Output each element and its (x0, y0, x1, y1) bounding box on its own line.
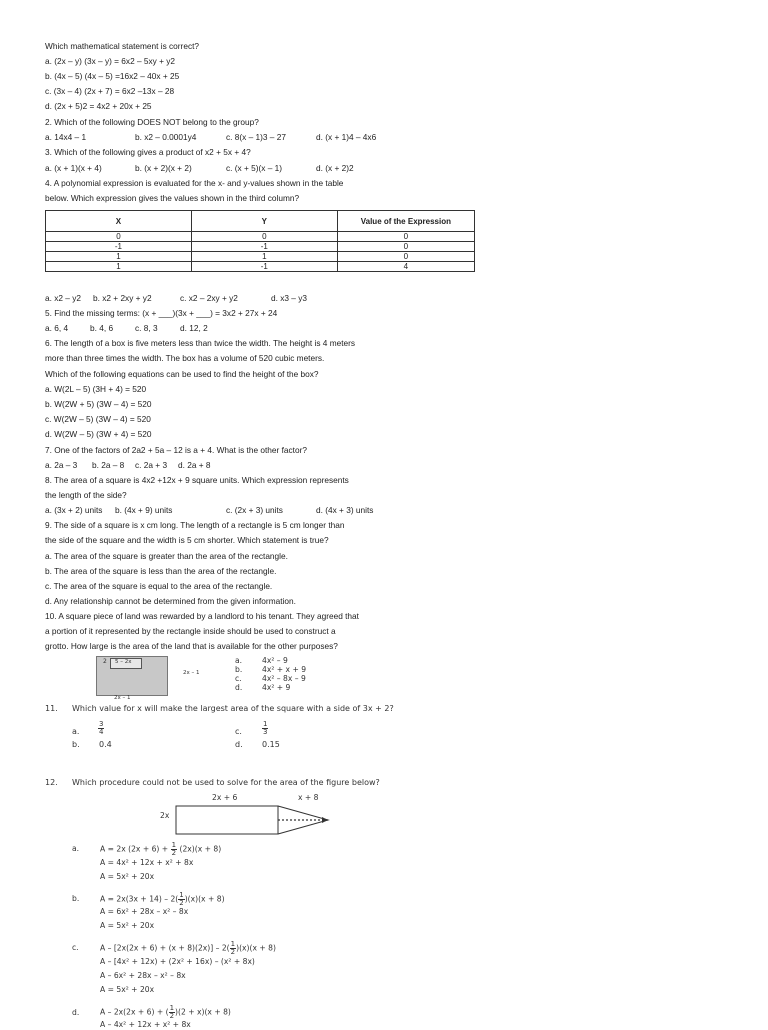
expr-part: )(2 + x)(x + 8) (175, 1007, 231, 1017)
q2-stem: 2. Which of the following DOES NOT belong to the group? (45, 117, 259, 127)
q12-b-line3: A = 5x² + 20x (100, 921, 155, 930)
q5-stem: 5. Find the missing terms: (x + ___)(3x + ___) = 3x2 + 27x + 24 (45, 308, 278, 318)
table-row (46, 262, 475, 272)
q12-c-line1 (100, 941, 276, 956)
fraction-numerator: 1 (179, 891, 184, 899)
fraction-numerator: 3 (99, 720, 104, 728)
q12-d-line1 (100, 1005, 231, 1020)
q7-choice-b: b. 2a – 8 (92, 460, 125, 470)
q9-stem-line2: the side of the square and the width is 5 cm shorter. Which statement is true? (45, 535, 329, 545)
figure-label: 2x – 1 (183, 670, 200, 676)
table-cell: 0 (46, 232, 192, 242)
q10-stem-line3: grotto. How large is the area of the land that is available for the other purposes? (45, 641, 338, 651)
q12-letter-a: a. (72, 844, 80, 853)
expr-part: A – 2x(2x + 6) + ( (100, 1007, 169, 1017)
q12-number: 12. (45, 778, 58, 787)
q10-letter-a: a. (235, 656, 243, 665)
q8-stem-line1: 8. The area of a square is 4x2 +12x + 9 square units. Which expression represents (45, 475, 349, 485)
expr-part: )(x)(x + 8) (184, 894, 225, 904)
table-cell: 1 (46, 262, 192, 272)
q10-letter-c: c. (235, 674, 242, 683)
figure-label: x + 8 (298, 793, 319, 802)
q10-stem-line2: a portion of it represented by the rectangle inside should be used to construct a (45, 626, 336, 636)
figure-label: 2x + 6 (212, 793, 238, 802)
q2-choice-d: d. (x + 1)4 – 4x6 (316, 132, 377, 142)
q1-choice-a: a. (2x – y) (3x – y) = 6x2 – 5xy + y2 (45, 56, 176, 66)
q4-choice-d: d. x3 – y3 (271, 293, 307, 303)
q1-choice-b: b. (4x – 5) (4x – 5) =16x2 – 40x + 25 (45, 71, 180, 81)
q8-choice-a: a. (3x + 2) units (45, 505, 103, 515)
q11-choice-b: 0.4 (99, 740, 112, 749)
expr-part: (2x)(x + 8) (177, 844, 222, 854)
table-header: X (46, 211, 192, 232)
fraction-numerator: 1 (169, 1004, 175, 1012)
q10-stem-line1: 10. A square piece of land was rewarded by a landlord to his tenant. They agreed that (45, 611, 359, 621)
q12-letter-c: c. (72, 943, 79, 952)
q11-number: 11. (45, 704, 58, 713)
figure-rectangle (176, 806, 278, 834)
fraction-numerator: 1 (263, 720, 268, 728)
arrow-icon (322, 817, 328, 823)
q12-c-line2: A – [4x² + 12x) + (2x² + 16x) – (x² + 8x) (100, 957, 255, 966)
q11-stem: Which value for x will make the largest area of the square with a side of 3x + 2? (72, 704, 394, 713)
q9-choice-d: d. Any relationship cannot be determined from the given information. (45, 596, 296, 606)
q4-stem-line2: below. Which expression gives the values shown in the third column? (45, 193, 300, 203)
q2-choice-a: a. 14x4 – 1 (45, 132, 87, 142)
table-cell: 0 (337, 232, 474, 242)
q8-stem-line2: the length of the side? (45, 490, 127, 500)
q7-choice-c: c. 2a + 3 (135, 460, 168, 470)
table-cell: 1 (191, 252, 337, 262)
q6-stem-line1: 6. The length of a box is five meters less than twice the width. The height is 4 meters (45, 338, 356, 348)
q12-a-line3: A = 5x² + 20x (100, 872, 155, 881)
q12-a-line1 (100, 842, 221, 857)
table-row (46, 232, 475, 242)
q6-choice-b: b. W(2W + 5) (3W – 4) = 520 (45, 399, 152, 409)
q11-letter-d: d. (235, 740, 243, 749)
table-cell: 1 (46, 252, 192, 262)
q8-choice-c: c. (2x + 3) units (226, 505, 283, 515)
q3-choice-a: a. (x + 1)(x + 4) (45, 163, 102, 173)
fraction-denominator: 2 (179, 899, 184, 907)
expr-part: )(x)(x + 8) (236, 943, 276, 953)
q11-letter-a: a. (72, 727, 80, 736)
table-cell: -1 (46, 242, 192, 252)
q1-choice-c: c. (3x – 4) (2x + 7) = 6x2 –13x – 28 (45, 86, 175, 96)
q5-choice-c: c. 8, 3 (135, 323, 158, 333)
q11-choice-a (98, 721, 104, 736)
q4-choice-b: b. x2 + 2xy + y2 (93, 293, 152, 303)
expr-part: A = 2x(3x + 14) – 2( (100, 894, 179, 904)
q12-c-line4: A = 5x² + 20x (100, 985, 155, 994)
q2-choice-b: b. x2 – 0.0001y4 (135, 132, 197, 142)
q3-choice-c: c. (x + 5)(x – 1) (226, 163, 283, 173)
table-cell: 4 (337, 262, 474, 272)
table-header: Value of the Expression (337, 211, 474, 232)
q12-b-line1 (100, 892, 225, 907)
expr-part: A – [2x(2x + 6) + (x + 8)(2x)] – 2( (100, 943, 230, 953)
q8-choice-b: b. (4x + 9) units (115, 505, 173, 515)
q10-choice-c: 4x² – 8x – 9 (262, 674, 306, 683)
q3-stem: 3. Which of the following gives a product of x2 + 5x + 4? (45, 147, 251, 157)
fraction-denominator: 4 (99, 728, 104, 736)
q9-choice-c: c. The area of the square is equal to the area of the rectangle. (45, 581, 273, 591)
q4-stem-line1: 4. A polynomial expression is evaluated for the x- and y-values shown in the table (45, 178, 344, 188)
q8-choice-d: d. (4x + 3) units (316, 505, 374, 515)
q12-a-line2: A = 4x² + 12x + x² + 8x (100, 858, 194, 867)
table-row (46, 252, 475, 262)
figure-label: 2x – 1 (114, 695, 131, 701)
q2-choice-c: c. 8(x – 1)3 – 27 (226, 132, 286, 142)
q7-choice-d: d. 2a + 8 (178, 460, 211, 470)
fraction-numerator: 1 (230, 940, 236, 948)
q10-choice-a: 4x² – 9 (262, 656, 288, 665)
q4-choice-c: c. x2 – 2xy + y2 (180, 293, 238, 303)
q12-d-line2: A – 4x² + 12x + x² + 8x (100, 1020, 191, 1029)
q10-letter-d: d. (235, 683, 243, 692)
table-row (46, 242, 475, 252)
q10-choice-d: 4x² + 9 (262, 683, 291, 692)
table-cell: 0 (191, 232, 337, 242)
table-header: Y (191, 211, 337, 232)
fraction-denominator: 3 (263, 728, 268, 736)
table-cell: 0 (337, 242, 474, 252)
rectangle-triangle-figure (170, 801, 340, 839)
fraction-denominator: 2 (171, 849, 177, 857)
q11-choice-c (262, 721, 268, 736)
q12-letter-b: b. (72, 894, 80, 903)
q12-letter-d: d. (72, 1008, 80, 1017)
q6-choice-a: a. W(2L – 5) (3H + 4) = 520 (45, 384, 147, 394)
table-cell: 0 (337, 252, 474, 262)
figure-label: 2x (160, 811, 170, 820)
q3-choice-b: b. (x + 2)(x + 2) (135, 163, 192, 173)
q6-stem-line3: Which of the following equations can be used to find the height of the box? (45, 369, 319, 379)
q1-choice-d: d. (2x + 5)2 = 4x2 + 20x + 25 (45, 101, 152, 111)
q11-letter-b: b. (72, 740, 80, 749)
q9-choice-a: a. The area of the square is greater than the area of the rectangle. (45, 551, 288, 561)
figure-label: 2 (103, 658, 107, 665)
q10-choice-b: 4x² + x + 9 (262, 665, 307, 674)
q12-b-line2: A = 6x² + 28x – x² – 8x (100, 907, 189, 916)
q11-letter-c: c. (235, 727, 242, 736)
q12-c-line3: A – 6x² + 28x – x² – 8x (100, 971, 186, 980)
expr-part: A = 2x (2x + 6) + (100, 844, 171, 854)
q11-choice-d: 0.15 (262, 740, 280, 749)
q1-stem: Which mathematical statement is correct? (45, 41, 200, 51)
fraction-denominator: 2 (169, 1012, 175, 1020)
q6-choice-c: c. W(2W – 5) (3W – 4) = 520 (45, 414, 151, 424)
q5-choice-b: b. 4, 6 (90, 323, 114, 333)
q6-stem-line2: more than three times the width. The box has a volume of 520 cubic meters. (45, 353, 325, 363)
figure-label: 5 – 2x (115, 659, 132, 665)
q4-choice-a: a. x2 – y2 (45, 293, 81, 303)
q6-choice-d: d. W(2W – 5) (3W + 4) = 520 (45, 429, 152, 439)
q12-stem: Which procedure could not be used to solve for the area of the figure below? (72, 778, 380, 787)
table-header-row (46, 211, 475, 232)
q5-choice-a: a. 6, 4 (45, 323, 69, 333)
q9-choice-b: b. The area of the square is less than the area of the rectangle. (45, 566, 277, 576)
q7-choice-a: a. 2a – 3 (45, 460, 78, 470)
q10-letter-b: b. (235, 665, 243, 674)
q3-choice-d: d. (x + 2)2 (316, 163, 354, 173)
q9-stem-line1: 9. The side of a square is x cm long. The length of a rectangle is 5 cm longer than (45, 520, 345, 530)
fraction-numerator: 1 (171, 841, 177, 849)
table-cell: -1 (191, 262, 337, 272)
values-table (45, 210, 475, 272)
q7-stem: 7. One of the factors of 2a2 + 5a – 12 is a + 4. What is the other factor? (45, 445, 307, 455)
fraction-denominator: 2 (230, 948, 236, 956)
table-cell: -1 (191, 242, 337, 252)
q5-choice-d: d. 12, 2 (180, 323, 208, 333)
